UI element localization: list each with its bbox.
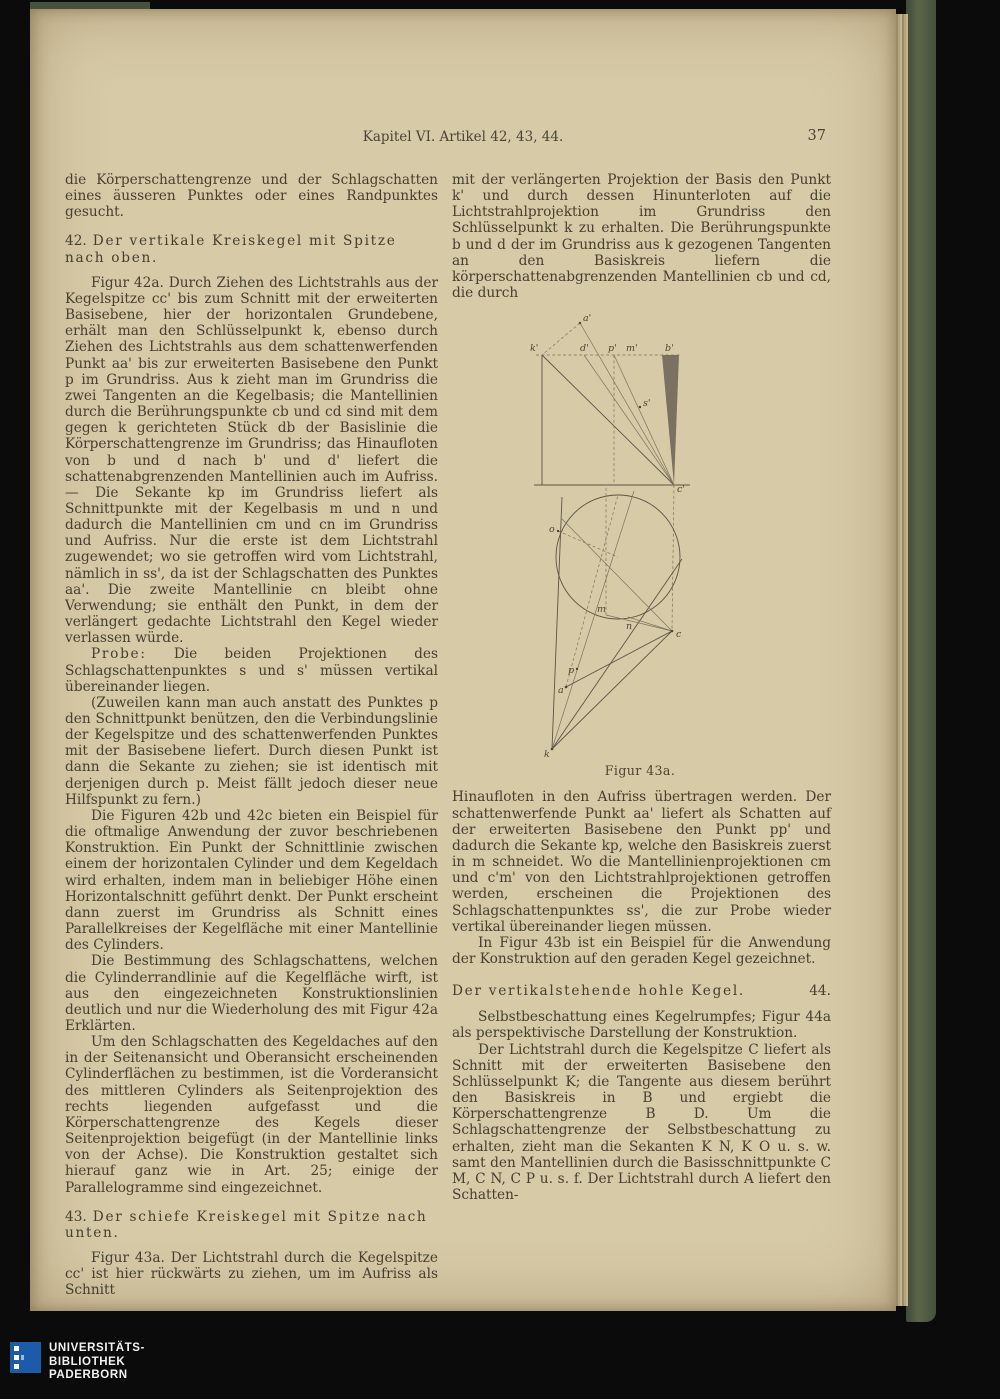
- paragraph: Die Bestimmung des Schlagschattens, welchen die Cylinderrandlinie auf die Kegelfläche wirft, ist aus den eingezeichneten Konstruktionslinien deutlich und nur die Wiederholung des mit Figur 42a Erklärten.: [65, 953, 438, 1034]
- running-header: Kapitel VI. Artikel 42, 43, 44.: [362, 129, 564, 145]
- paragraph-continuation: mit der verlängerten Projektion der Basis den Punkt k' und durch dessen Hinunterloten auf die Lichtstrahlprojektion im Grundriss den Schlüsselpunkt k zu erhalten. Die Berührungspunkte b und d der im Grundriss aus k gezogenen Tangenten an den Basiskreis liefern die körperschattenabgrenzenden Mantellinien cb und cd, die durch: [452, 172, 831, 302]
- section-title: Der vertikalstehende hohle Kegel.: [452, 983, 745, 1000]
- library-logo-text: [49, 1342, 145, 1383]
- section-number: 42.: [65, 233, 87, 250]
- logo-line-1: UNIVERSITÄTS-: [49, 1342, 145, 1354]
- figure-label: k: [544, 749, 550, 761]
- paragraph: Figur 42a. Durch Ziehen des Lichtstrahls aus der Kegelspitze cc' bis zum Schnitt mit der erweiterten Basisebene, hier der horizontalen Grundebene, erhält man den Schlüsselpunkt k, ebenso durch Ziehen des Lichtstrahls aus dem schattenwerfenden Punkt aa' bis zur erweiterten Basisebene den Punkt p im Grundriss. Aus k zieht man im Grundriss die zwei Tangenten an die Kegelbasis; die Mantellinien durch die Berührungspunkte cb und cd sind mit dem gegen k gerichteten Stück db der Basislinie die Körperschattengrenze im Grundriss; das Hinaufloten von b und d nach b' und d' liefert die schattenabgrenzenden Mantellinien auch im Aufriss. — Die Sekante kp im Grundriss liefert als Schnittpunkte mit der Kegelbasis m und n und dadurch die Mantellinien cm und cn im Grundriss und Aufriss. Nur die erste ist dem Lichtstrahl zugewendet; wo sie getroffen wird vom Lichtstrahl, nämlich in ss', da ist der Schlagschatten des Punktes aa'. Die zweite Mantellinie cn bleibt ohne Verwendung; sie enthält den Punkt, in dem der verlängert gedachte Lichtstrahl den Kegel wieder verlassen würde.: [65, 274, 438, 647]
- figure-label: a': [583, 313, 592, 325]
- right-column: [452, 172, 831, 1203]
- probe-label: Probe:: [91, 646, 147, 663]
- paragraph-probe: [65, 646, 438, 694]
- page-number: 37: [807, 128, 826, 144]
- paragraph: Die Figuren 42b und 42c bieten ein Beispiel für die oftmalige Anwendung der zuvor beschriebenen Konstruktion. Ein Punkt der Schnittlinie zwischen einem der horizontalen Cylinder und dem Kegeldach wird erhalten, indem man in beliebiger Höhe einen Horizontalschnitt geführt denkt. Der Punkt erscheint dann zuerst im Grundriss als Schnitt eines Parallelkreises der Kegelfläche mit einer Mantellinie des Cylinders.: [65, 807, 438, 954]
- figure-label: m': [626, 343, 638, 355]
- section-heading-42: [65, 233, 438, 265]
- section-title: Der schiefe Kreiskegel mit Spitze nach unten.: [65, 1208, 428, 1241]
- section-number: 43.: [65, 1208, 87, 1225]
- section-title: Der vertikale Kreiskegel mit Spitze nach oben.: [65, 233, 397, 266]
- paragraph: Der Lichtstrahl durch die Kegelspitze C liefert als Schnitt mit der erweiterten Basisebene den Schlüsselpunkt K; die Tangente aus diesem berührt den Basiskreis in B und ergiebt die Körperschattengrenze B D. Um die Schlagschattengrenze der Selbstbeschattung zu erhalten, zieht man die Sekanten K N, K O u. s. w. samt den Mantellinien durch die Basisschnittpunkte C M, C N, C P u. s. f. Der Lichtstrahl durch A liefert den Schatten-: [452, 1041, 831, 1203]
- figure-label: c: [676, 629, 682, 641]
- figure-label: a: [558, 685, 564, 697]
- paragraph: Selbstbeschattung eines Kegelrumpfes; Figur 44a als perspektivische Darstellung der Konstruktion.: [452, 1009, 831, 1042]
- logo-line-3: PADERBORN: [49, 1369, 128, 1381]
- paragraph: Hinaufloten in den Aufriss übertragen werden. Der schattenwerfende Punkt aa' liefert als Schatten auf der erweiterten Basisebene den Punkt pp' und dadurch die Sekante kp, welche den Basiskreis zuerst in m schneidet. Wo die Mantellinienprojektionen cm und c'm' von den Lichtstrahlprojektionen getroffen werden, erscheinen die Projektionen des Schlagschattenpunktes ss', die zur Probe wieder vertikal übereinander liegen müssen.: [452, 789, 831, 935]
- figure-label: p: [568, 665, 575, 677]
- figure-label: c': [677, 484, 685, 496]
- logo-line-2: BIBLIOTHEK: [49, 1355, 126, 1368]
- left-column: [65, 172, 438, 1298]
- figure-label: b': [665, 343, 674, 355]
- figure-caption: Figur 43a.: [604, 763, 676, 779]
- library-logo: [10, 1342, 145, 1383]
- library-logo-icon: [10, 1342, 41, 1373]
- paragraph: (Zuweilen kann man auch anstatt des Punktes p den Schnittpunkt benützen, den die Verbindungslinie der Kegelspitze und des schattenwerfenden Punktes mit der Basisebene liefert. Durch diesen Punkt ist dann die Sekante zu ziehen; sie ist identisch mit derjenigen durch p. Meist fällt jedoch dieser neue Hilfspunkt zu fern.): [65, 694, 438, 808]
- paragraph-continuation: die Körperschattengrenze und der Schlagschatten eines äusseren Punktes oder eines Randpunktes gesucht.: [65, 172, 438, 221]
- page-stack-edge: [894, 14, 908, 1306]
- section-number: 44.: [809, 983, 831, 1000]
- paragraph: Figur 43a. Der Lichtstrahl durch die Kegelspitze cc' ist hier rückwärts zu ziehen, um im Aufriss als Schnitt: [65, 1250, 438, 1299]
- figure-label: o: [549, 524, 555, 536]
- figure-43a: [522, 309, 758, 779]
- paragraph: Um den Schlagschatten des Kegeldaches auf den in der Seitenansicht und Oberansicht erscheinenden Cylinderflächen zu bestimmen, ist die Vorderansicht des mittleren Cylinders als Seitenprojektion des rechts liegenden aufgefasst und die Körperschattengrenze des Kegels dieser Seitenprojektion beigefügt (in der Mantellinie links von der Achse). Die Konstruktion gestaltet sich hierauf ganz wie in Art. 25; einige der Parallelogramme sind eingezeichnet.: [65, 1034, 438, 1196]
- cone-construction-drawing: [522, 309, 758, 761]
- book-cover-edge: [906, 0, 936, 1322]
- section-heading-43: [65, 1209, 438, 1241]
- figure-label: m: [597, 604, 607, 616]
- figure-label: p': [608, 343, 617, 355]
- section-heading-44: [452, 983, 831, 999]
- figure-label: n: [626, 621, 633, 633]
- figure-label: s': [643, 398, 651, 410]
- paragraph: In Figur 43b ist ein Beispiel für die Anwendung der Konstruktion auf den geraden Kegel gezeichnet.: [452, 934, 831, 967]
- figure-label: d': [580, 343, 589, 355]
- probe-text: Die beiden Projektionen des Schlagschattenpunktes s und s' müssen vertikal übereinander liegen.: [65, 646, 438, 695]
- scanned-book-page: [30, 9, 896, 1311]
- figure-label: k': [530, 343, 539, 355]
